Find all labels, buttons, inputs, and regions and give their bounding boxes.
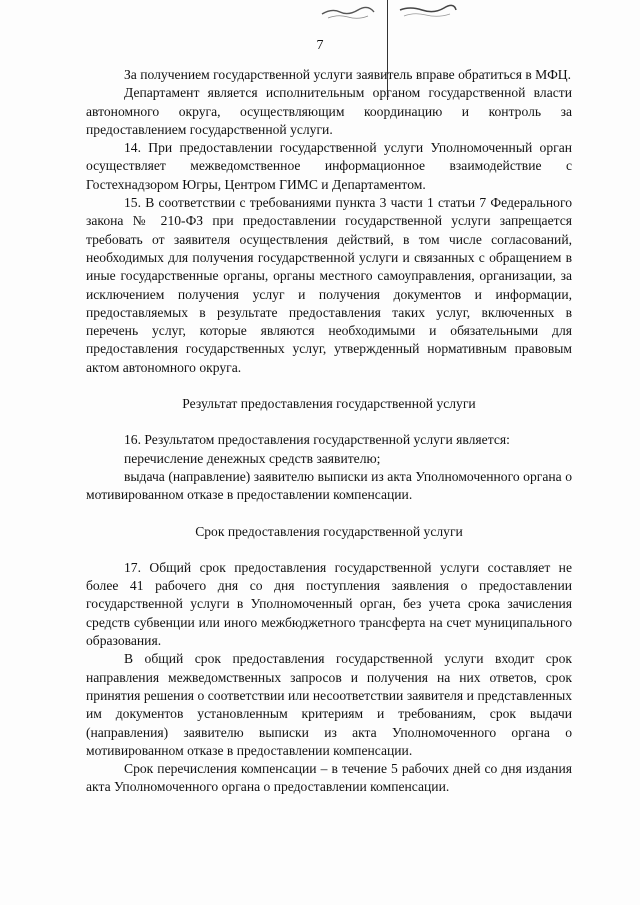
- document-body: [86, 66, 572, 797]
- paragraph: 15. В соответствии с требованиями пункта 3 части 1 статьи 7 Федерального закона № 210-ФЗ при предоставлении государственной услуги запрещается требовать от заявителя осуществления действий, в том числе согласований, необходимых для получения государственной услуги и связанных с обращением в иные государственные органы, органы местного самоуправления, организации, за исключением получения услуг и получения документов и информации, предоставляемых в результате предоставления таких услуг, включенных в перечень услуг, которые являются необходимыми и обязательными для предоставления государственных услуг, утвержденный нормативным правовым актом автономного округа.: [86, 195, 572, 375]
- paragraph: Департамент является исполнительным органом государственной власти автономного округа, осуществляющим координацию и контроль за предоставлением государственной услуги.: [86, 85, 572, 137]
- paragraph: перечисление денежных средств заявителю;: [124, 450, 381, 466]
- paragraph: За получением государственной услуги заявитель вправе обратиться в МФЦ.: [124, 67, 572, 82]
- scan-noise-right: [398, 0, 458, 28]
- paragraph: выдача (направление) заявителю выписки из акта Уполномоченного органа о мотивированном отказе в предоставлении компенсации.: [86, 468, 572, 503]
- paragraph: 17. Общий срок предоставления государственной услуги составляет не более 41 рабочего дня со дня поступления заявления о предоставлении государственной услуги в Уполномоченный орган, без учета срока зачисления средств субвенции или иного межбюджетного трансферта на счет муниципального образования.: [86, 559, 572, 649]
- paragraph: 14. При предоставлении государственной услуги Уполномоченный орган осуществляет межведомственное информационное взаимодействие с Гостехнадзором Югры, Центром ГИМС и Департаментом.: [86, 140, 572, 192]
- section-heading-result: Результат предоставления государственной услуги: [182, 396, 476, 412]
- page-number: 7: [316, 38, 324, 53]
- paragraph: Срок перечисления компенсации – в течение 5 рабочих дней со дня издания акта Уполномоченного органа о предоставлении компенсации.: [86, 761, 572, 795]
- paragraph: 16. Результатом предоставления государственной услуги является:: [124, 432, 510, 448]
- scan-noise-left: [318, 0, 378, 28]
- section-heading-term: Срок предоставления государственной услуги: [195, 523, 463, 539]
- paragraph: В общий срок предоставления государственной услуги входит срок направления межведомственных запросов и получения на них ответов, срок принятия решения о соответствии или несоответствии заявителя и представленных им документов установленным критериям и требованиям, срок выдачи (направления) заявителю выписки из акта Уполномоченного органа о мотивированном отказе в предоставлении компенсации.: [86, 651, 572, 758]
